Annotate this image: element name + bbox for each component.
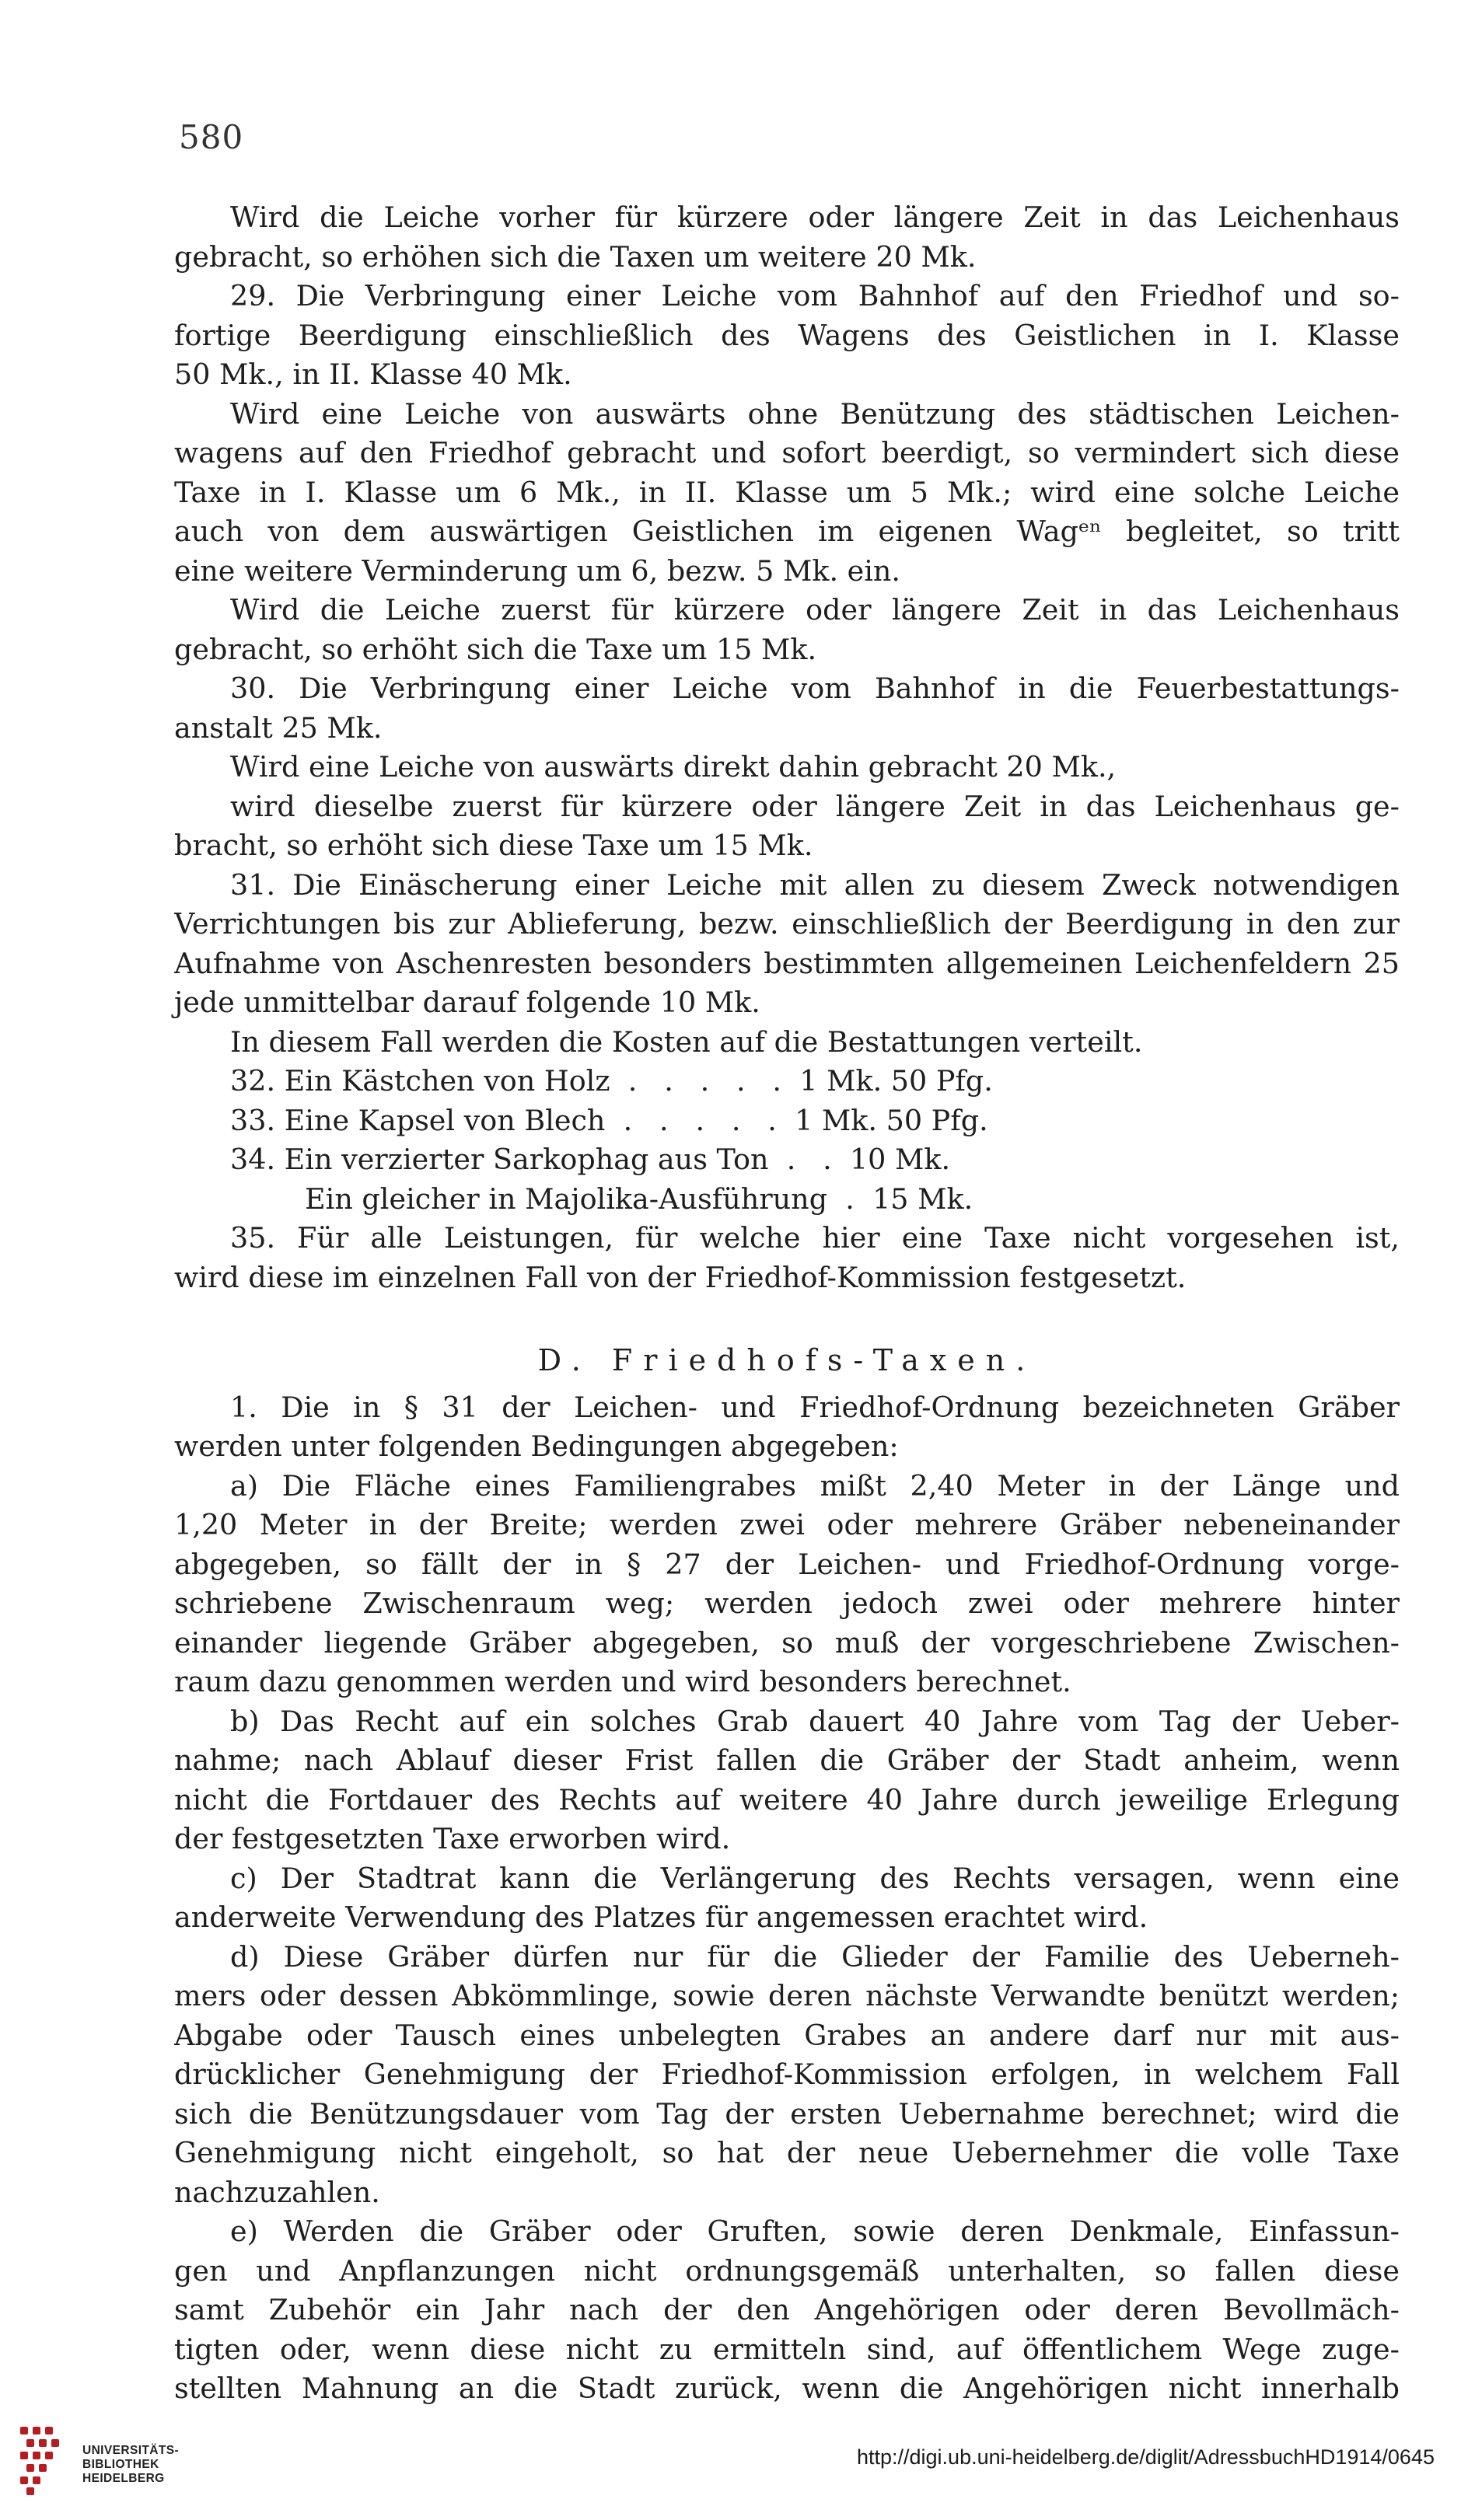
dot-leaders: . . (768, 1143, 850, 1176)
price-item-price: 1 Mk. 50 Pfg. (795, 1103, 988, 1137)
price-item-price: 10 Mk. (849, 1143, 951, 1176)
text-line: stellten Mahnung an die Stadt zurück, wenn die Angehörigen nicht innerhalb (174, 2372, 1400, 2405)
text-line: d) Diese Gräber dürfen nur für die Glieder der Familie des Uebernеh- (230, 1939, 1400, 1974)
text-line: abgegeben, so fällt der in § 27 der Leichen- und Friedhof-Ordnung vorge- (174, 1547, 1400, 1581)
text-line: tigten oder, wenn diese nicht zu ermitteln sind, auf öffentlichem Wege zuge- (174, 2332, 1400, 2366)
text-line: 31. Die Einäscherung einer Leiche mit allen zu diesem Zweck notwendigen (230, 867, 1400, 902)
text-line: sich die Benützungsdauer vom Tag der ersten Uebernahme berechnet; wird die (174, 2096, 1400, 2131)
university-library-logo-icon (14, 2424, 68, 2498)
text-line: Aufnahme von Aschenresten besonders bestimmten allgemeinen Leichenfeldern 25 (174, 946, 1400, 980)
paragraph-35 (174, 1219, 1400, 1297)
text-line: raum dazu genommen werden und wird besonders berechnet. (174, 1665, 1071, 1698)
price-item (174, 1062, 1400, 1101)
paragraph-30 (174, 669, 1400, 748)
text-line: gebracht, so erhöht sich die Taxe um 15 Mk. (174, 632, 817, 666)
text-line: Abgabe oder Tausch eines unbelegten Grabes an andere darf nur mit aus- (174, 2018, 1400, 2052)
text-line: wagens auf den Friedhof gebracht und sofort beerdigt, so vermindert sich diese (174, 436, 1400, 469)
text-line: 1,20 Meter in der Breite; werden zwei oder mehrere Gräber nebeneinander (174, 1508, 1400, 1541)
text-line: 29. Die Verbringung einer Leiche vom Bahnhof auf den Friedhof und so- (230, 279, 1400, 312)
price-item-label: 32. Ein Kästchen von Holz (230, 1064, 610, 1098)
text-line: bracht, so erhöht sich diese Taxe um 15 Mk. (174, 829, 813, 862)
text-line: Wird eine Leiche von auswärts ohne Benützung des städtischen Leichen- (230, 396, 1400, 431)
text-line: Wird die Leiche vorher für kürzere oder längere Zeit in das Leichenhaus (230, 201, 1400, 234)
text-line: der festgesetzten Taxe erworben wird. (174, 1822, 731, 1855)
text-line: anderweite Verwendung des Platzes für angemessen erachtet wird. (174, 1900, 1148, 1934)
price-list (174, 1062, 1400, 1219)
text-line: c) Der Stadtrat kann die Verlängerung des Rechts versagen, wenn eine (230, 1861, 1400, 1895)
text-line: Genehmigung nicht eingeholt, so hat der neue Uebernehmer die volle Taxe (174, 2136, 1400, 2169)
text-line: einander liegende Gräber abgegeben, so muß der vorgeschriebene Zwischen- (174, 1625, 1400, 1660)
library-name-line: BIBLIOTHEK (82, 2458, 159, 2471)
text-line: schriebene Zwischenraum weg; werden jedoch zwei oder mehrere hinter (174, 1586, 1400, 1620)
paragraph (174, 1023, 1400, 1063)
paragraph (174, 198, 1400, 277)
section-paragraph-d (174, 1938, 1400, 2213)
text-line: Verrichtungen bis zur Ablieferung, bezw. einschließlich der Beerdigung in den zur (174, 907, 1400, 941)
section-paragraph-c (174, 1859, 1400, 1938)
dot-leaders: . (827, 1181, 873, 1216)
price-item-price: 1 Mk. 50 Pfg. (799, 1064, 993, 1098)
price-item (174, 1180, 1400, 1220)
text-line: wird dieselbe zuerst für kürzere oder längere Zeit in das Leichenhaus ge- (230, 789, 1400, 823)
price-item-label: Ein gleicher in Majolika-Ausführung (305, 1181, 828, 1216)
paragraph (174, 787, 1400, 866)
source-url-link[interactable]: http://digi.ub.uni-heidelberg.de/diglit/AdressbuchHD1914/0645 (856, 2445, 1435, 2469)
section-paragraph-1 (174, 1388, 1400, 1467)
text-line: samt Zubehör ein Jahr nach der den Angehörigen oder deren Bevollmäch- (174, 2293, 1400, 2326)
dot-leaders: . . . . . (610, 1064, 800, 1098)
dot-leaders: . . . . . (605, 1103, 795, 1137)
library-name-line: UNIVERSITÄTS- (82, 2444, 180, 2457)
text-line: 1. Die in § 31 der Leichen- und Friedhof-Ordnung bezeichneten Gräber (230, 1390, 1400, 1424)
section-paragraph-e (174, 2212, 1400, 2409)
document-body (174, 198, 1400, 2409)
price-item-label: 34. Ein verzierter Sarkophag aus Ton (230, 1143, 769, 1176)
text-line: b) Das Recht auf ein solches Grab dauert 40 Jahre vom Tag der Ueber- (230, 1704, 1400, 1738)
text-line: gen und Anpflanzungen nicht ordnungsgemäß unterhalten, so fallen diese (174, 2253, 1400, 2288)
text-line: anstalt 25 Mk. (174, 710, 383, 745)
text-line: eine weitere Verminderung um 6, bezw. 5 Mk. ein. (174, 553, 901, 588)
text-line: fortige Beerdigung einschließlich des Wagens des Geistlichen in I. Klasse (174, 318, 1400, 352)
paragraph (174, 748, 1400, 787)
text-line: Wird eine Leiche von auswärts direkt dahin gebracht 20 Mk., (230, 750, 1117, 784)
text-line: nachzuzahlen. (174, 2175, 380, 2209)
text-line: a) Die Fläche eines Familiengrabes mißt 2,40 Meter in der Länge und (230, 1468, 1400, 1503)
text-line: e) Werden die Gräber oder Gruften, sowie deren Denkmale, Einfassun- (230, 2215, 1400, 2248)
text-line: werden unter folgenden Bedingungen abgegeben: (174, 1429, 899, 1463)
paragraph (174, 591, 1400, 669)
library-name-line: HEIDELBERG (82, 2472, 165, 2485)
paragraph (174, 395, 1400, 592)
section-paragraph-b (174, 1702, 1400, 1859)
text-line: 50 Mk., in II. Klasse 40 Mk. (174, 358, 572, 391)
text-line: auch von dem auswärtigen Geistlichen im eigenen Wagᵉⁿ begleitet, so tritt (174, 515, 1400, 548)
paragraph-31 (174, 866, 1400, 1023)
text-line: mers oder dessen Abkömmlinge, sowie deren nächste Verwandte benützt werden; (174, 1979, 1400, 2012)
section-heading: D. Friedhofs-Taxen. (537, 1343, 1036, 1377)
text-line: 30. Die Verbringung einer Leiche vom Bahnhof in die Feuerbestattungs- (230, 672, 1400, 705)
price-item (174, 1140, 1400, 1180)
text-line: drücklicher Genehmigung der Friedhof-Kommission erfolgen, in welchem Fall (174, 2058, 1400, 2091)
text-line: nahme; nach Ablauf dieser Frist fallen die Gräber der Stadt anheim, wenn (174, 1743, 1400, 1777)
price-item (174, 1101, 1400, 1141)
text-line: nicht die Fortdauer des Rechts auf weitere 40 Jahre durch jeweilige Erlegung (174, 1782, 1400, 1817)
text-line: Wird die Leiche zuerst für kürzere oder längere Zeit in das Leichenhaus (230, 593, 1400, 627)
library-name (82, 2444, 179, 2486)
text-line: gebracht, so erhöhen sich die Taxen um weitere 20 Mk. (174, 239, 977, 274)
paragraph-29 (174, 277, 1400, 395)
text-line: In diesem Fall werden die Kosten auf die Bestattungen verteilt. (230, 1024, 1143, 1059)
price-item-label: 33. Eine Kapsel von Blech (230, 1103, 606, 1137)
section-paragraph-a (174, 1467, 1400, 1702)
text-line: 35. Für alle Leistungen, für welche hier eine Taxe nicht vorgesehen ist, (230, 1221, 1400, 1255)
page-number: 580 (179, 118, 244, 156)
text-line: jede unmittelbar darauf folgende 10 Mk. (174, 986, 760, 1019)
price-item-price: 15 Mk. (872, 1181, 973, 1216)
text-line: Taxe in I. Klasse um 6 Mk., in II. Klasse um 5 Mk.; wird eine solche Leiche (174, 475, 1400, 509)
footer-bar (0, 2402, 1461, 2520)
text-line: wird diese im einzelnen Fall von der Friedhof-Kommission festgesetzt. (174, 1260, 1187, 1294)
spacer (174, 1297, 1400, 1341)
